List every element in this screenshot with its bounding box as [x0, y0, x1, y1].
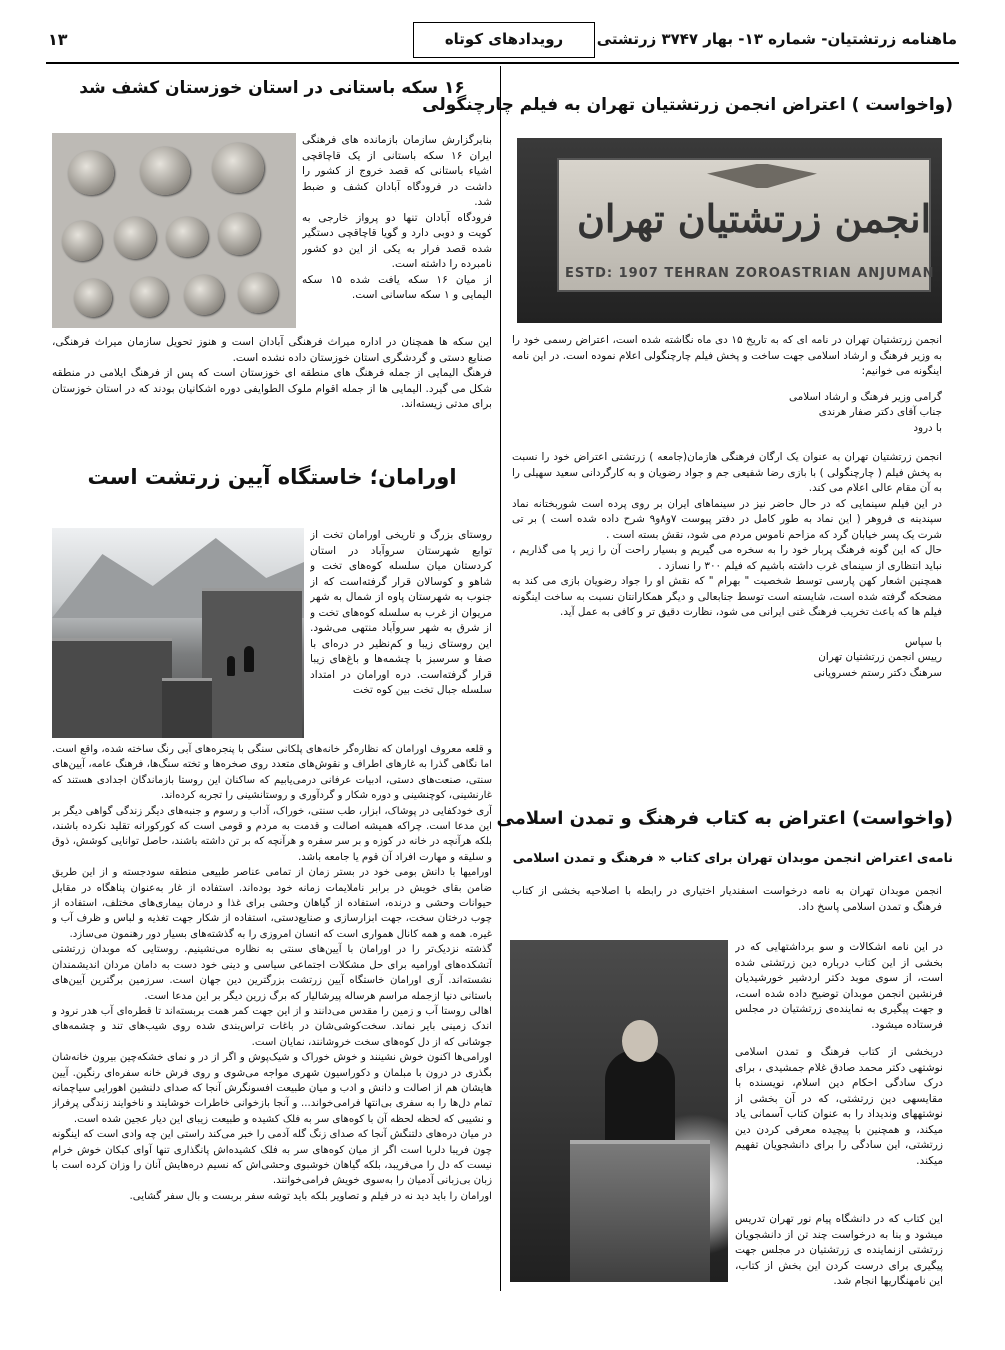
- coins-body-beside: [302, 133, 492, 333]
- oraman-village-photo: [52, 528, 304, 738]
- oraman-paragraph: آری خودکفایی در پوشاک، ابزار، طب سنتی، خوراک، آداب و رسوم و جنبه‌های دیگر زندگی گواهی دیگر بر این مدعا است. چراکه همیشه اصالت و قدمت به مردم و قومی است که کورکورانه تقلید نکرده باشند، بلکه هرآنچه در خانه در کوزه و بر سر سفره و هرآنچه که بر تن داشته باشند، حاصل توانایی کوشش، ذوق و سلیقه و مهارت افراد آن قوم یا جامعه باشد.: [52, 805, 492, 863]
- section-label: رویدادهای کوتاه: [413, 22, 595, 58]
- stone-house: [52, 638, 172, 738]
- letter2-paragraph: دربخشی از کتاب فرهنگ و تمدن اسلامی نوشتهی دکتر محمد صادق غلام جمشیدی ، برای درک سادگی احکام دین اسلام، نویسنده با مقایسهی دین زرتشتی، که در آن بخشی از نوشتههای وندیداد را به عنوان کتاب آسمانی یاد میکند، و همچنین با پیچیده معرفی کردن دین زرتشتی، این سادگی را برای دانشجویان تفهیم میکند.: [735, 1046, 943, 1167]
- letter1-salutation: گرامی وزیر فرهنگ و ارشاد اسلامی: [788, 390, 942, 403]
- letter1-paragraph: همچنین اشعار کهن پارسی توسط شخصیت " بهرام " که نقش او را جواد رضویان بازی می کند به مضحکه گرفته شده است، شایسته است توسط جنابعالی و دیگر همکارانتان نسبت به ساخت اینگونه فیلم ها که باعث تخریب فرهنگ غنی ایرانی می شود، نظارت دقیق تر و کافی به عمل آید.: [512, 575, 942, 618]
- person-figure: [227, 656, 235, 676]
- podium: [570, 1140, 710, 1282]
- coins-paragraph: بنابرگزارش سازمان بازمانده های فرهنگی ایران ۱۶ سکه باستانی از یک قاچاقچی اشیاء باستانی که قصد خروج از کشور را داشت در فرودگاه آبادان کشف و ضبط شد.: [302, 134, 492, 208]
- coin: [238, 273, 278, 313]
- coins-paragraph: فرهنگ الیمایی از جمله فرهنگ های منطقه ای خوزستان است که پس از فرهنگ ایلامی در منطقه شکل می گیرد. الیمایی ها از جمله اقوام ملوک الطوایفی دوره اشکانیان بودند که در استان خوزستان برای مدتی زیسته‌اند.: [52, 367, 492, 410]
- speaker-podium-photo: [510, 940, 728, 1282]
- header-divider: [46, 62, 959, 64]
- oraman-paragraph: گذشته نزدیک‌تر را در اورامان با آیین‌های سنتی به نظاره می‌نشینیم. روستایی که موبدان زرتشتی آتشکده‌های اورامیه برای حل مشکلات اجتماعی سیاسی و دینی خود دست به دامان مردان اندیشمندان نشسته‌اند. آری اورامان خاستگاه آیین زرتشت بزرگترین دین جهان است. سرزمین برگترین آیین‌های باستانی دنیا ازجمله مراسم هرساله پیرشالیار که برگ زرین دیگر بر این مدعا است.: [52, 944, 492, 1002]
- coin: [114, 217, 156, 259]
- coin: [184, 275, 224, 315]
- oraman-paragraph: اورامی‌ها اکنون خوش نشینند و خوش خوراک و شیک‌پوش و اگر از در و نمای خشکه‌چین بیرون خانه‌شان بگذری در درون با مبلمان و دکوراسیون شهری مواجه می‌شوی و روی فرش خانه سفره‌ای رنگین. آیین هایشان هم از اصالت و دانش و ادب و میان طبیعت افسونگرش آنجا که صدای دلنشین اهورایی سیاچمانه تمام دل‌ها را به سفری بی‌انتها فرامی‌خواند... و آنجا بازخوانی خاطرات خوشایند و ناخوایند زندگی پرفراز و نشیبی که لحظه لحظه آن با کوه‌های سر به فلک کشیده و طبیعت زیبای این دیار عجین شده است.: [52, 1052, 492, 1125]
- coins-headline: ۱۶ سکه باستانی در استان خوزستان کشف شد: [79, 78, 465, 98]
- coins-paragraph: این سکه ها همچنان در اداره میراث فرهنگی آبادان است و هنوز تحویل سازمان میراث فرهنگی، صنایع دستی و گردشگری استان خوزستان داده نشده است.: [52, 336, 492, 364]
- oraman-body-full: [52, 742, 492, 1290]
- letter1-headline: (واخواست ) اعتراض انجمن زرتشتیان تهران به فیلم چارچنگولی: [422, 95, 953, 115]
- coin: [140, 147, 190, 195]
- letter1-body: [512, 333, 942, 773]
- oraman-headline: اورامان؛ خاستگاه آیین زرتشت است: [87, 465, 457, 489]
- letter2-headline: (واخواست) اعتراض به کتاب فرهنگ و تمدن اسلامی: [496, 808, 953, 829]
- oraman-body-beside: [310, 528, 492, 740]
- coin: [74, 279, 112, 317]
- letter2-subheadline: نامه‌ی اعتراض انجمن موبدان تهران برای کتاب « فرهنگ و تمدن اسلامی: [512, 850, 953, 865]
- coin: [166, 217, 208, 257]
- sign-english-text: ESTD: 1907 TEHRAN ZOROASTRIAN ANJUMAN: [565, 266, 935, 281]
- letter2-paragraph: در این نامه اشکالات و سو برداشتهایی که در بخشی از این کتاب درباره دین زرتشتی شده است، از سوی موبد دکتر اردشیر خورشیدیان فرنشین انجمن موبدان توضیح داده شده است، و جهت پیگیری به نماینده‌ی زرتشتیان در مجلس فرستاده میشود.: [735, 941, 943, 1031]
- letter1-salutation: با درود: [913, 421, 942, 434]
- column-divider: [500, 66, 501, 1291]
- coin: [62, 221, 102, 261]
- coins-body-full: [52, 335, 492, 435]
- oraman-paragraph: و قلعه معروف اورامان که نظاره‌گر خانه‌های پلکانی سنگی با پنجره‌های آبی رنگ ساخته شده، واقع است. اما نگاهی گذرا به غارهای اطراف و نقوش‌های متعدد روی صخره‌ها و تخته سنگ‌ها، فرهنگ عامه، آیین‌های سنتی، صنعت‌های دستی، ادبیات عرفانی درمی‌یابیم که ساکنان این روستا بازماندگان اجدادی هستند که غارنشینی، کوچنشینی و دوره شکار و گردآوری و روستانشینی را تجربه کرده‌اند.: [52, 744, 492, 802]
- letter1-paragraph: در این فیلم سینمایی که در حال حاضر نیز در سینماهای ایران بر روی پرده است شوربختانه نماد سپندینه ی فروهر ( این نماد به طور کامل در دفتر پیوست ۷و۸و۹ شرح داده شده است ) بر تی شرت یک پسر خیابان گرد که مزاحم ناموس مردم می شود، نقش بسته است .: [512, 497, 942, 541]
- speaker-figure: [605, 1050, 675, 1150]
- oraman-paragraph: در میان دره‌های دلتنگش آنجا که صدای زنگ گله آدمی را خبر می‌کند راستی این چه وادی است که اینگونه چون فریبا دلربا است اگر از میان کوه‌های سر به فلک کشیده‌اش پانگذاری تنها آوای کبکان خوش خرام نیست که دل را می‌فریبد، بلکه گیاهان خوشبوی وحشی‌اش که نسیم دره‌هایش آنان را وزان کرده است با زبان بی‌زبانی آدمیان را به‌سوی خویش فرامی‌خوانند.: [52, 1129, 492, 1187]
- zoroastrian-anjuman-sign-photo: [517, 138, 942, 323]
- ancient-coins-photo: [52, 133, 296, 328]
- letter1-signoff: رییس انجمن زرتشتیان تهران: [818, 651, 942, 663]
- letter1-signoff: سرهنگ دکتر رستم خسرویانی: [813, 666, 942, 679]
- letter1-salutation: جناب آقای دکتر صفار هرندی: [818, 406, 942, 418]
- letter1-paragraph: انجمن زرتشتیان تهران در نامه ای که به تاریخ ۱۵ دی ماه نگاشته شده است، اعتراض رسمی خود را به وزیر فرهنگ و ارشاد اسلامی جهت ساخت و پخش فیلم چارچنگولی اعلام نموده است. در این نامه اینگونه می خوانیم:: [512, 334, 942, 377]
- coin: [68, 151, 114, 195]
- person-figure: [244, 646, 254, 672]
- letter1-signoff: با سپاس: [904, 635, 942, 648]
- coin: [218, 213, 260, 255]
- letter1-paragraph: انجمن زرتشتیان تهران به عنوان یک ارگان فرهنگی هازمان(جامعه ) زرتشتی اعتراض خود را نسبت به پخش فیلم ( چارچنگولی ) با بازی رضا شفیعی جم و جواد رضویان و به کارگردانی سعید سهیلی را به آن مقام عالی اعلام می کند.: [512, 451, 942, 494]
- letter2-body: [735, 940, 943, 1210]
- letter1-paragraph: حال که این گونه فرهنگ پربار خود را به سخره می گیریم و بسیار راحت آن را زیر پا می گذاریم ، نباید انتظاری از سینمای غرب داشته باشیم که فیلم ۳۰۰ را نسازد .: [512, 544, 942, 572]
- stone-house: [162, 678, 212, 738]
- oraman-paragraph: روستای بزرگ و تاریخی اورامان تخت از توابع شهرستان سروآباد در استان کردستان میان سلسله کوه‌های تخت و شاهو و کوسالان قرار گرفته‌است که از جنوب به شهرستان پاوه از شمال به شهر مریوان از غرب به سلسله کوه‌های تخت و از شرق به شهر سروآباد منتهی می‌شود. این روستای زیبا و کم‌نظیر در دره‌ای با صفا و سرسبز با چشمه‌ها و باغ‌های زیبا قرار گرفته‌است. دره اورامان در امتداد سلسله جبال تخت بین کوه تخت: [310, 529, 492, 696]
- coins-paragraph: فرودگاه آبادان تنها دو پرواز خارجی به کویت و دوبی دارد و گویا قاچاقچی دستگیر شده قصد فرار به یکی از این دو کشور نامبرده را داشته است.: [302, 211, 492, 270]
- coin: [212, 143, 264, 193]
- sign-persian-text: انجمن زرتشتیان تهران: [577, 196, 932, 241]
- letter2-intro: انجمن موبدان تهران به نامه درخواست اسفندیار اختیاری در رابطه با اصلاحیه بخشی از کتاب فرهنگ و تمدن اسلامی پاسخ داد.: [512, 885, 942, 913]
- page-number: ۱۳: [48, 30, 68, 49]
- coin: [130, 277, 168, 317]
- oraman-paragraph: اورامان را باید دید نه در فیلم و تصاویر بلکه باید توشه سفر بربست و بال سفر گشایی.: [129, 1190, 492, 1202]
- speaker-head: [622, 1020, 658, 1062]
- coins-paragraph: از میان ۱۶ سکه یافت شده ۱۵ سکه الیمایی و ۱ سکه ساسانی است.: [302, 273, 492, 301]
- publication-title: ماهنامه زرتشتیان- شماره ۱۳- بهار ۳۷۴۷ زرتشتی: [596, 30, 957, 48]
- oraman-paragraph: اهالی روستا آب و زمین را مقدس می‌دانند و از این جهت کمر همت بربسته‌اند تا قطره‌ای آب هدر نرود و اندک زمینی بایر نماند. سخت‌کوشی‌شان در باغات تراس‌بندی شده روی شیب‌های تند و چشمه‌های جوشانی که از دل کوه‌های سخت خروشانند، نمایان است.: [52, 1005, 492, 1048]
- oraman-paragraph: اورامیها با دانش بومی خود در بستر زمان از تمامی عناصر طبیعی منطقه سودجسته و از این طریق ضامن بقای خویش در برابر ناملایمات زمانه خود بوده‌اند. استفاده از غار به‌عنوان پناهگاه در مقابل حیوانات وحشی و درنده، استفاده از گیاهان وحشی برای غذا و درمان بیماری‌های مختلف، استفاده از چوب درختان سخت، جهت ابزارسازی و صنایع‌دستی، استفاده از شکار جهت تغذیه و لباس و ظرف آب و غیره. همه و همه کانال همواری است که انسان امروزی را به گذشته‌های بسیار دور رهنمون می‌سازد.: [52, 867, 492, 940]
- letter2-closing: این کتاب که در دانشگاه پیام نور تهران تدریس میشود و بنا به درخواست چند تن از دانشجویان زرتشتی ازنماینده ی زرتشتیان در مجلس جهت پیگیری برای درست کردن این بخش از کتاب، این نامهنگاریها انجام شد.: [735, 1213, 943, 1287]
